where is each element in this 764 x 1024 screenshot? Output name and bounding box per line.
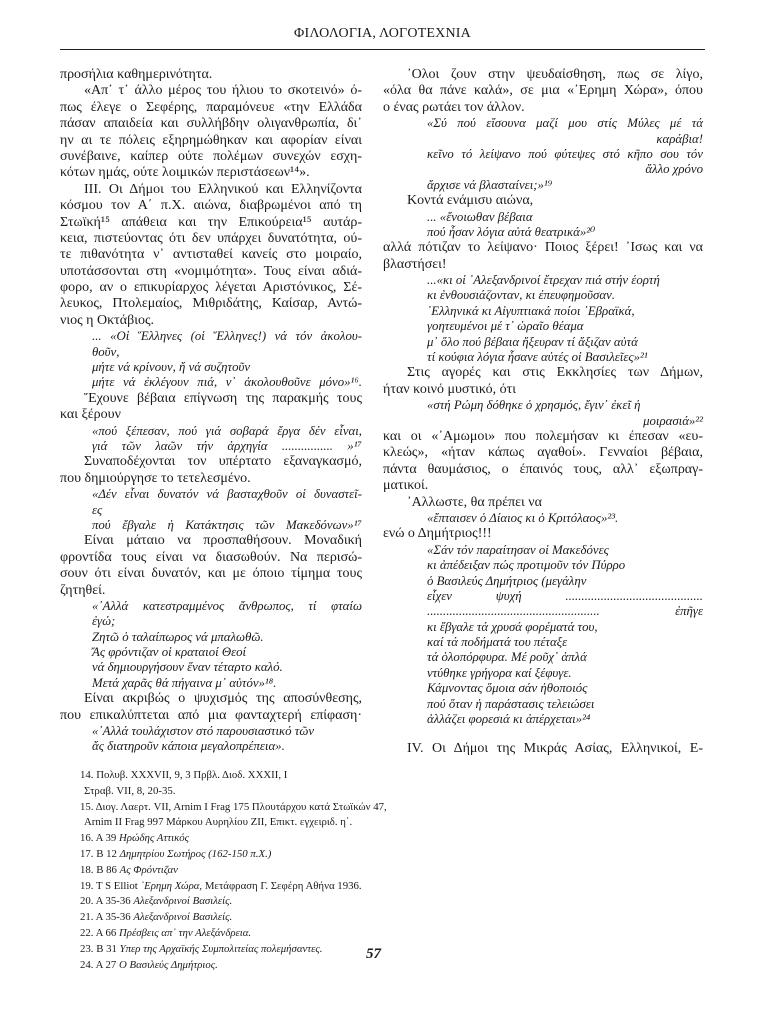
quote-line: Ζητῶ ὁ ταλαίπωρος νά μπαλωθῶ.: [92, 629, 264, 644]
quote-line: κι ἀπέδειξαν πώς προτιμοῦν τόν Πύρρο: [427, 558, 626, 573]
text-line: πάντα θαυμάσιος, ο έπαινός τους, αλλ᾿ εξωπραγ-: [383, 461, 703, 477]
quote-line: ...................................................... ἐπῆγε: [427, 604, 703, 619]
footnote-title: Υπερ της Αρχαϊκής Συμπολιτείας πολεμήσαντες.: [119, 942, 323, 955]
quote-line: εἶχεν ψυχή ...........................................: [427, 588, 703, 603]
quote-line: Ἄς φρόντιζαν οἱ κραταιοί Θεοί: [92, 645, 247, 660]
text-line: ενώ ο Δημήτριος!!!: [383, 526, 492, 542]
quote-line: ἄλλο χρόνο: [645, 162, 703, 177]
text-line: «Απ᾿ τ᾿ άλλο μέρος του ήλιου το σκοτεινό» ό-: [84, 83, 362, 99]
footnote: [80, 863, 410, 879]
text-line: ᾿Αλλωστε, θα πρέπει να: [407, 494, 542, 510]
text-line: ζητηθεί.: [60, 582, 106, 598]
footnote-text: 24. Α 27: [80, 958, 119, 971]
text-line: πως έλεγε ο Σεφέρης, παραμόνευε «την Ελλάδα: [60, 99, 362, 115]
footnote: [80, 815, 410, 831]
text-line: ο ένας ρωτάει τον άλλον.: [383, 99, 525, 115]
quote-line: Κάμνοντας ὅμοια σάν ἠθοποιός: [427, 681, 588, 696]
quote-line: κι ἔβγαλε τά χρυσά φορέματά του,: [427, 619, 598, 634]
spacer: [383, 727, 703, 741]
footnote-title: Ο Βασιλεύς Δημήτριος.: [119, 958, 218, 971]
footnote: [80, 910, 410, 926]
text-line: προσήλια καθημερινότητα.: [60, 67, 213, 82]
header-rule: [60, 49, 705, 50]
quote-line: ... «Οἱ Ἕλληνες (οἱ Ἕλληνες!) νά τόν ἀκολου-: [92, 329, 362, 344]
quote-line: μήτε νά ἐκλέγουν πιά, ν᾿ ἀκολουθοῦνε μόνο»¹⁶.: [92, 375, 362, 390]
quote-line: τά ὁλοπόρφυρα. Μέ ροῦχ᾿ ἁπλά: [427, 650, 587, 665]
quote-line: ντύθηκε γρήγορα καί ξέφυγε.: [427, 665, 572, 680]
quote-line: «Δέν εἶναι δυνατόν νά βασταχθοῦν οἱ δυναστεῖ-: [92, 487, 362, 502]
text-line: συνέβαινε, καίπερ ούτε πολέμων συνεχών εσχη-: [60, 148, 362, 164]
text-line: κλεώς», «ήταν κάπως αγαθοί». Γενναίοι βέβαια,: [383, 445, 703, 461]
text-line: υποτάσσονται στη «νομιμότητα». Τους είναι αδιά-: [60, 263, 362, 279]
text-line: τε πιθανότητα ν᾿ αντισταθεί κανείς στο μοιραίο,: [60, 247, 362, 263]
footnote: [80, 800, 410, 816]
footnote: [80, 942, 410, 958]
text-line: λευκος, Πτολεμαίος, Μιθριδάτης, Καίσαρ, Αντώ-: [60, 296, 362, 312]
footnote-title: Αλεξανδρινοί Βασιλείς.: [133, 895, 233, 908]
footnote-text: 23. Β 31: [80, 942, 120, 955]
text-line: σουν ότι είναι δυνατόν, και με όποιο τίμημα τους: [60, 566, 362, 582]
quote-line: «πού ξέπεσαν, πού γιά σοβαρά ἔργα δέν εἶναι,: [92, 423, 362, 438]
quote-line: μοιρασιά»²²: [643, 413, 703, 428]
text-line: Συναποδέχονται τον υπέρτατο εξαναγκασμό,: [84, 454, 362, 470]
text-line: πάσαν απαιδεία και συλλήβδην ολιγανθρωπία, δι᾿: [60, 116, 362, 132]
quote-line: ἐγώ;: [92, 614, 116, 629]
quote-line: πού ὅταν ἡ παράστασις τελειώσει: [427, 696, 595, 711]
text-line: ματικοί.: [383, 478, 429, 494]
text-line: ην αι τε πόλεις εξηρημώθηκαν και αφορίαν είναι: [60, 132, 362, 148]
footnote-text: 19. T S Elliot: [80, 879, 141, 892]
footnote: [80, 831, 410, 847]
quote-line: «᾿Αλλά τουλάχιστον στό παρουσιαστικό τῶν: [92, 724, 315, 739]
quote-line: «στή Ρώμη δόθηκε ὁ χρησμός, ἔγιν᾿ ἐκεῖ ἡ: [427, 398, 641, 413]
quote-line: «ἔπταισεν ὁ Δίαιος κι ὁ Κριτόλαος»²³.: [427, 510, 619, 525]
footnote: [80, 894, 410, 910]
quote-line: θοῦν,: [92, 344, 120, 359]
text-line: IV. Οι Δήμοι της Μικράς Ασίας, Ελληνικοί, Ε-: [407, 741, 703, 757]
footnote-text: Μετάφραση Γ. Σεφέρη Αθήνα 1936.: [202, 879, 362, 892]
footnote-text: 20. Α 35-36: [80, 895, 134, 908]
text-line: Ἔχουνε βέβαια επίγνωση της παρακμής τους: [84, 390, 362, 406]
footnote-text: Στραβ. VII, 8, 20-35.: [84, 784, 176, 797]
text-line: φορο, αν ο επικυρίαρχος λέγεται Αριστόνικος, Σέ-: [60, 280, 362, 296]
quote-line: καί τά ποδήματά του πέταξε: [427, 635, 568, 650]
text-line: III. Οι Δήμοι του Ελληνικού και Ελληνίζοντα: [84, 181, 362, 197]
quote-line: «Σύ πού εἴσουνα μαζί μου στίς Μύλες μέ τά: [427, 116, 703, 131]
running-header: ΦΙΛΟΛΟΓΙΑ, ΛΟΓΟΤΕΧΝΙΑ: [294, 26, 471, 41]
text-line: Είναι ακριβώς ο ψυχισμός της αποσύνθεσης,: [84, 691, 362, 707]
quote-line: κι ἐνθουσιάζονταν, κι ἐπευφημοῦσαν.: [427, 288, 615, 303]
quote-line: ἀλλάζει φορεσιά κι ἀπέρχεται»²⁴: [427, 712, 591, 727]
quote-line: «Σάν τόν παραίτησαν οἱ Μακεδόνες: [427, 542, 609, 557]
quote-line: ᾿Ελληνικά κι Αἰγυπτιακά ποίοι ᾿Εβραϊκά,: [427, 303, 635, 318]
footnote-text: 16. Α 39: [80, 832, 119, 845]
quote-line: γιά τῶν λαῶν τήν ἀρχηγία ................ »¹⁷: [92, 438, 362, 453]
footnote-text: 18. Β 86: [80, 863, 120, 876]
text-line: κεια, πιστεύοντας ότι δεν υπάρχει δυνατότητα, ού-: [60, 230, 362, 246]
quote-line: ὁ Βασιλεύς Δημήτριος (μεγάλην: [427, 573, 587, 588]
quote-line: ες: [92, 502, 103, 517]
text-line: κότων ημάς, ούτε λοιμικών περιστάσεων¹⁴».: [60, 165, 310, 181]
quote-line: πού ἔβγαλε ἡ Κατάκτησις τῶν Μακεδόνων»¹⁷: [92, 517, 362, 532]
quote-line: μήτε νά κρίνουν, ἤ νά συζητοῦν: [92, 360, 251, 375]
quote-line: μ᾿ ὅλο πού βέβαια ἤξευραν τί ἄξιζαν αὐτά: [427, 334, 638, 349]
text-line: βλαστήσει!: [383, 256, 447, 272]
footnote-text: 22. Α 66: [80, 926, 119, 939]
footnote: [80, 768, 410, 784]
footnote: [80, 958, 410, 974]
quote-line: καράβια!: [656, 131, 703, 146]
footnote-text: Arnim II Frag 997 Μάρκου Αυρηλίου ΖΙΙ, Επικτ. εγχειριδ. η΄.: [84, 816, 353, 829]
text-line: «όλα θα πάνε καλά», σε μια «᾿Ερημη Χώρα», όπου: [383, 83, 703, 99]
footnote-title: Ηρώδης Αττικός: [119, 832, 190, 845]
right-text-column: [383, 67, 703, 758]
text-line: ᾿Ολοι ζουν στην ψευδαίσθηση, πως σε λίγο,: [407, 67, 703, 82]
quote-line: «᾿Αλλά κατεστραμμένος ἄνθρωπος, τί φταίω: [92, 598, 362, 613]
quote-line: Μετά χαρᾶς θά πήγαινα μ᾿ αὐτόν»¹⁸.: [92, 675, 277, 690]
footnote-title: Αλεξανδρινοί Βασιλείς.: [133, 911, 233, 924]
footnote: [80, 784, 410, 800]
quote-line: κεῖνο τό λείψανο πού φύτεψες στό κῆπο σου τόν: [427, 146, 703, 161]
quote-line: ... «ἔνοιωθαν βέβαια: [427, 209, 533, 224]
footnote-title: Πρέσβεις απ᾿ την Αλεξάνδρεια.: [119, 926, 252, 939]
footnote-title: Δημητρίου Σωτήρος (162-150 π.Χ.): [119, 847, 272, 860]
text-line: ήταν κοινό μυστικό, ότι: [383, 381, 516, 397]
text-line: Στωϊκή¹⁵ απάθεια και την Επικούρεια¹⁵ αυτάρ-: [60, 214, 362, 230]
quote-line: ἄρχισε νά βλασταίνει;»¹⁹: [427, 177, 553, 192]
text-line: κόσμου τον Α΄ π.Χ. αιώνα, διαβρωμένοι από τη: [60, 198, 362, 214]
footnote-text: 14. Πολυβ. XXXVII, 9, 3 Πρβλ. Διοδ. XXXII, I: [80, 769, 288, 781]
text-line: φροντίδα τους είναι να διασωθούν. Να περισώ-: [60, 549, 362, 565]
quote-line: πού ἦσαν λόγια αὐτά θεατρικά»²⁰: [427, 224, 596, 239]
footnote-title: Ας Φρόντιζαν: [119, 863, 178, 876]
footnote-title: ᾿Ερημη Χώρα,: [140, 879, 203, 892]
text-line: Στις αγορές και στις Εκκλησίες των Δήμων,: [407, 365, 703, 381]
footnote-text: 21. Α 35-36: [80, 911, 134, 924]
text-line: που επικαλύπτεται από μια φανταχτερή επίφαση·: [60, 707, 362, 723]
footnote: [80, 847, 410, 863]
quote-line: ἄς διατηροῦν κάποια μεγαλοπρέπεια».: [92, 739, 285, 754]
footnote: [80, 926, 410, 942]
quote-line: τί κούφια λόγια ἦσανε αὐτές οἱ Βασιλεῖες»²¹: [427, 350, 648, 365]
footnote-text: 17. Β 12: [80, 847, 120, 860]
text-line: Είναι μάταιο να προσπαθήσουν. Μοναδική: [84, 533, 362, 549]
text-line: και ξέρουν: [60, 407, 121, 423]
text-line: και οι «᾿Αμωμοι» που πολεμήσαν κι έπεσαν «ευ-: [383, 428, 703, 444]
quote-line: νά δημιουργήσουν ἕναν τέταρτο καλό.: [92, 660, 283, 675]
quote-line: γοητευμένοι μέ τ᾿ ὡραῖο θέαμα: [427, 319, 584, 334]
left-text-column: [60, 67, 362, 755]
quote-line: ...«κι οἱ ᾿Αλεξανδρινοί ἔτρεχαν πιά στήν ἑορτή: [427, 273, 660, 288]
footnotes: [80, 768, 410, 973]
footnote: [80, 879, 410, 895]
text-line: που δημιούργησε το τετελεσμένο.: [60, 470, 251, 486]
text-line: νιος η Οκτάβιος.: [60, 312, 155, 328]
text-line: Κοντά ενάμισυ αιώνα,: [407, 193, 534, 209]
page-number: 57: [366, 946, 381, 962]
text-line: αλλά πότιζαν το λείψανο· Ποιος ξέρει! ᾿Ισως και να: [383, 240, 703, 256]
footnote-text: 15. Διογ. Λαερτ. VII, Arnim I Frag 175 Πλουτάρχου κατά Στωϊκών 47,: [80, 800, 387, 813]
